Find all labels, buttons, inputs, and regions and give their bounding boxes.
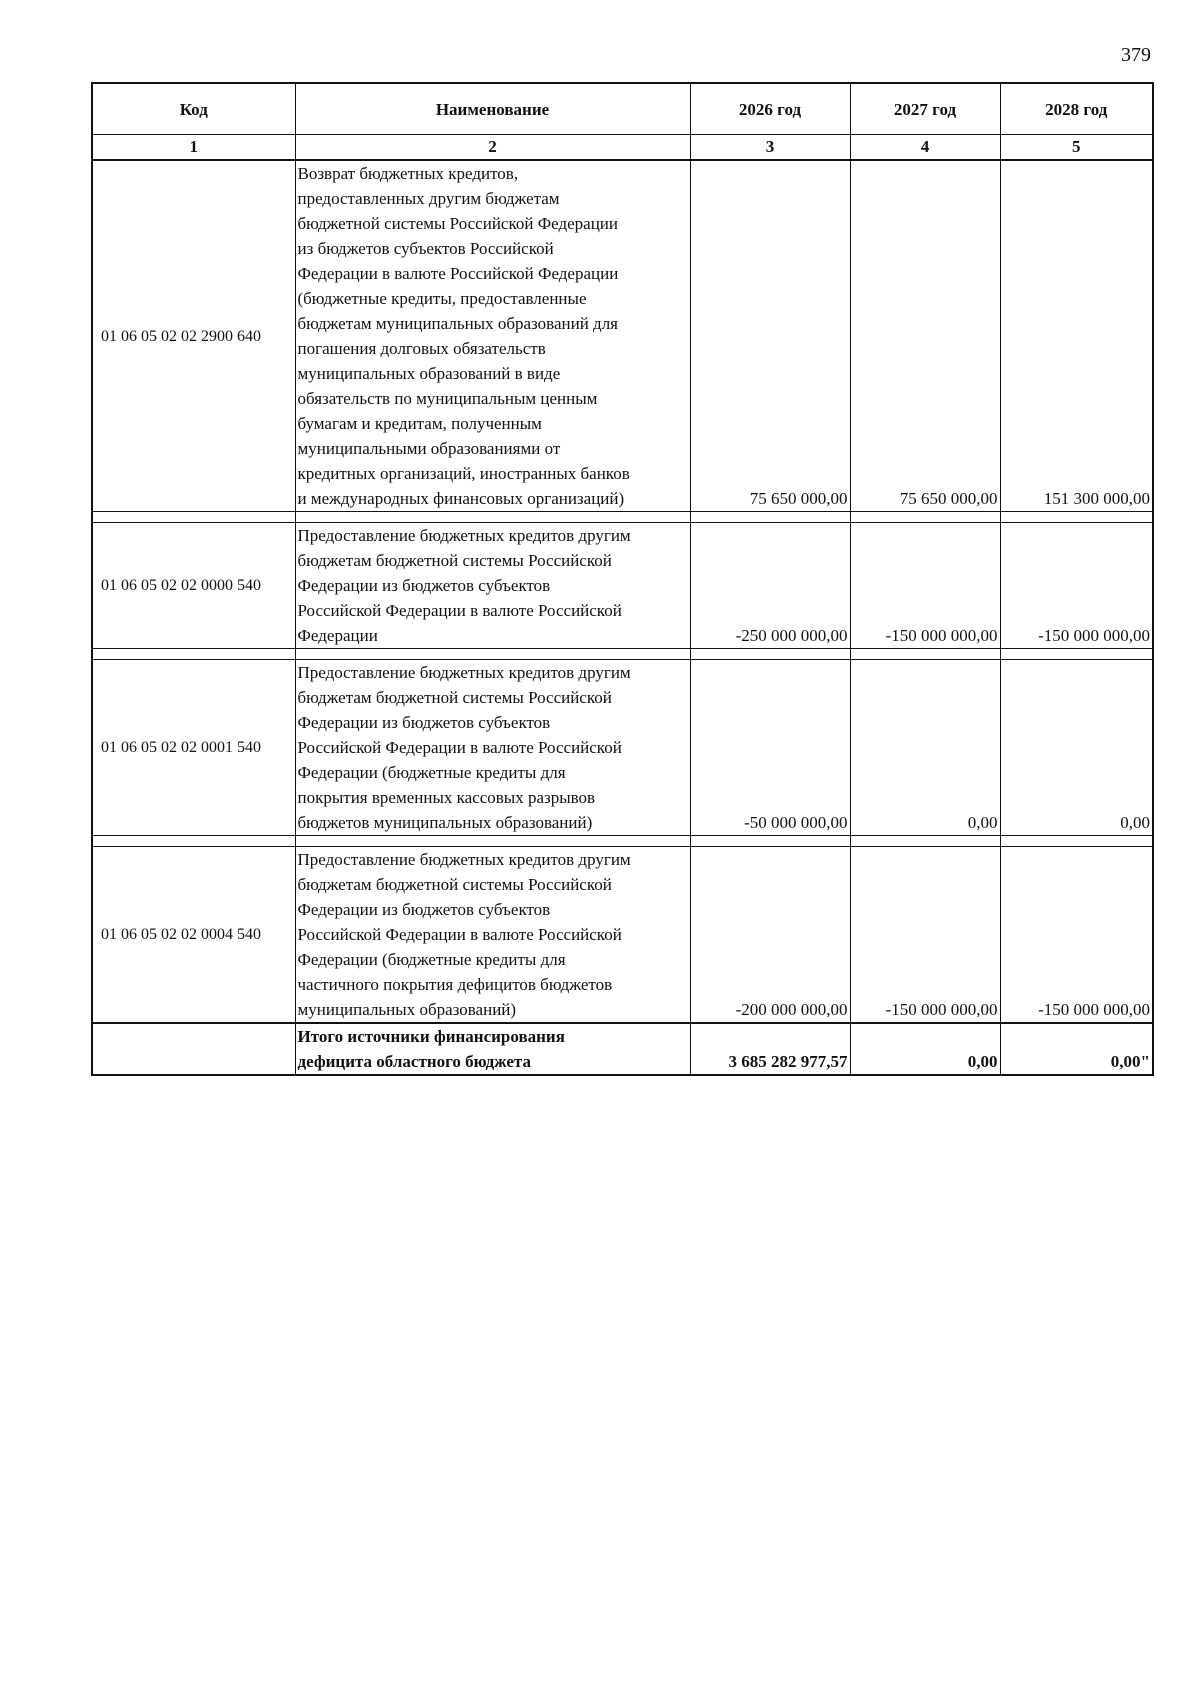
row-name: Возврат бюджетных кредитов, предоставленных другим бюджетам бюджетной системы Российской Федерации из бюджетов субъектов Российской Федерации в валюте Российской Федерации (бюджетные кредиты, предоставленные бюджетам муниципальных образований для погашения долговых обязательств муниципальных образований в виде обязательств по муниципальным ценным бумагам и кредитам, полученным муниципальными образованиями от кредитных организаций, иностранных банков и международных финансовых организаций) bbox=[295, 160, 690, 512]
row-code: 01 06 05 02 02 2900 640 bbox=[92, 160, 295, 512]
header-code: Код bbox=[92, 83, 295, 135]
row-separator bbox=[92, 649, 1153, 660]
total-value-2028: 0,00" bbox=[1000, 1023, 1153, 1075]
row-separator bbox=[92, 836, 1153, 847]
row-separator bbox=[92, 512, 1153, 523]
row-code: 01 06 05 02 02 0000 540 bbox=[92, 523, 295, 649]
column-number: 4 bbox=[850, 135, 1000, 161]
row-value-2028: -150 000 000,00 bbox=[1000, 523, 1153, 649]
row-value-2027: 0,00 bbox=[850, 660, 1000, 836]
header-2028: 2028 год bbox=[1000, 83, 1153, 135]
total-name: Итого источники финансирования дефицита областного бюджета bbox=[295, 1023, 690, 1075]
table-row bbox=[92, 523, 1153, 649]
row-name: Предоставление бюджетных кредитов другим бюджетам бюджетной системы Российской Федерации из бюджетов субъектов Российской Федерации в валюте Российской Федерации (бюджетные кредиты для покрытия временных кассовых разрывов бюджетов муниципальных образований) bbox=[295, 660, 690, 836]
total-value-2027: 0,00 bbox=[850, 1023, 1000, 1075]
row-value-2026: -250 000 000,00 bbox=[690, 523, 850, 649]
page-number: 379 bbox=[1121, 44, 1151, 66]
column-number: 3 bbox=[690, 135, 850, 161]
row-name: Предоставление бюджетных кредитов другим бюджетам бюджетной системы Российской Федерации из бюджетов субъектов Российской Федерации в валюте Российской Федерации (бюджетные кредиты для частичного покрытия дефицитов бюджетов муниципальных образований) bbox=[295, 847, 690, 1024]
total-value-2026: 3 685 282 977,57 bbox=[690, 1023, 850, 1075]
table-row bbox=[92, 660, 1153, 836]
total-code bbox=[92, 1023, 295, 1075]
header-row bbox=[92, 83, 1153, 135]
row-name: Предоставление бюджетных кредитов другим бюджетам бюджетной системы Российской Федерации из бюджетов субъектов Российской Федерации в валюте Российской Федерации bbox=[295, 523, 690, 649]
row-value-2027: 75 650 000,00 bbox=[850, 160, 1000, 512]
row-value-2027: -150 000 000,00 bbox=[850, 847, 1000, 1024]
sources-financing-table bbox=[91, 82, 1154, 1076]
header-name: Наименование bbox=[295, 83, 690, 135]
column-number: 2 bbox=[295, 135, 690, 161]
row-value-2028: -150 000 000,00 bbox=[1000, 847, 1153, 1024]
row-value-2028: 0,00 bbox=[1000, 660, 1153, 836]
column-number-row bbox=[92, 135, 1153, 161]
row-value-2028: 151 300 000,00 bbox=[1000, 160, 1153, 512]
header-2027: 2027 год bbox=[850, 83, 1000, 135]
row-value-2026: -50 000 000,00 bbox=[690, 660, 850, 836]
table-row bbox=[92, 160, 1153, 512]
total-row bbox=[92, 1023, 1153, 1075]
row-value-2026: -200 000 000,00 bbox=[690, 847, 850, 1024]
row-code: 01 06 05 02 02 0004 540 bbox=[92, 847, 295, 1024]
column-number: 1 bbox=[92, 135, 295, 161]
column-number: 5 bbox=[1000, 135, 1153, 161]
header-2026: 2026 год bbox=[690, 83, 850, 135]
row-value-2027: -150 000 000,00 bbox=[850, 523, 1000, 649]
row-value-2026: 75 650 000,00 bbox=[690, 160, 850, 512]
row-code: 01 06 05 02 02 0001 540 bbox=[92, 660, 295, 836]
table-row bbox=[92, 847, 1153, 1024]
